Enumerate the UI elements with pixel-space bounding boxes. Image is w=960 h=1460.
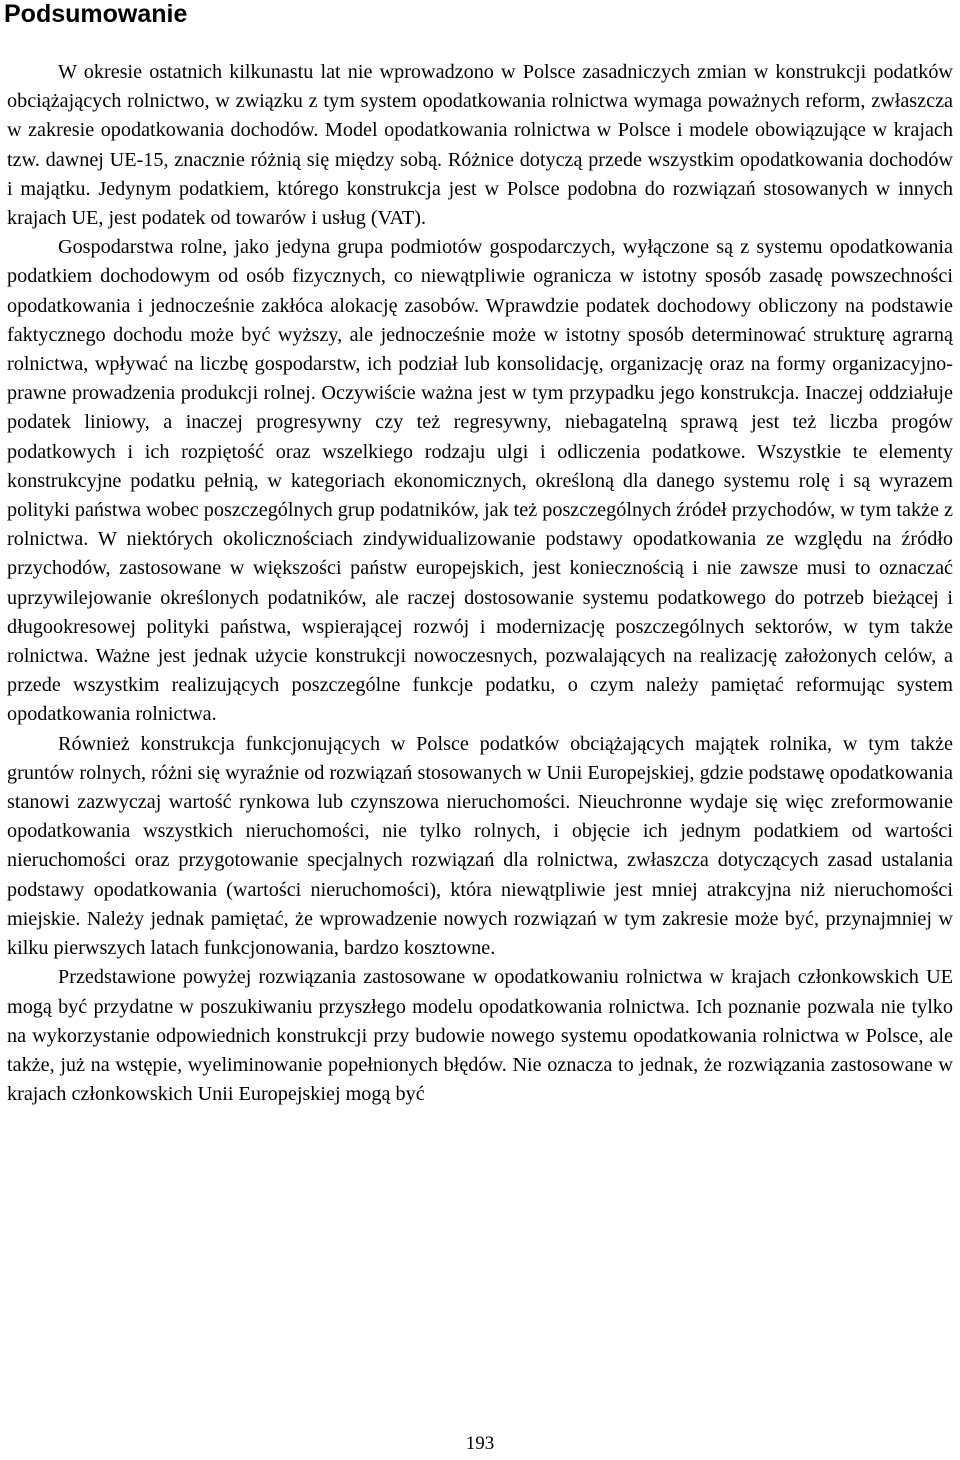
page-title: Podsumowanie — [4, 0, 188, 28]
paragraph-2: Gospodarstwa rolne, jako jedyna grupa podmiotów gospodarczych, wyłączone są z systemu opodatkowania podatkiem dochodowym od osób fizycznych, co niewątpliwie ogranicza w istotny sposób zasadę powszechności opodatkowania i jednocześnie zakłóca alokację zasobów. Wprawdzie podatek dochodowy obliczony na podstawie faktycznego dochodu może być wyższy, ale jednocześnie może w istotny sposób determinować strukturę agrarną rolnictwa, wpływać na liczbę gospodarstw, ich podział lub konsolidację, organizację oraz na formy organizacyjno-prawne prowadzenia produkcji rolnej. Oczywiście ważna jest w tym przypadku jego konstrukcja. Inaczej oddziałuje podatek liniowy, a inaczej progresywny czy też regresywny, niebagatelną sprawą jest też liczba progów podatkowych i ich rozpiętość oraz wszelkiego rodzaju ulgi i odliczenia podatkowe. Wszystkie te elementy konstrukcyjne podatku pełnią, w kategoriach ekonomicznych, określoną dla danego systemu rolę i są wyrazem polityki państwa wobec poszczególnych grup podatników, jak też poszczególnych źródeł przychodów, w tym także z rolnictwa. W niektórych okolicznościach zindywidualizowanie podstawy opodatkowania ze względu na źródło przychodów, zastosowane w większości państw europejskich, jest koniecznością i nie zawsze musi to oznaczać uprzywilejowanie określonych podatników, ale raczej dostosowanie systemu podatkowego do potrzeb bieżącej i długookresowej polityki państwa, wspierającej rozwój i modernizację poszczególnych sektorów, w tym także rolnictwa. Ważne jest jednak użycie konstrukcji nowoczesnych, pozwalających na realizację założonych celów, a przede wszystkim realizujących poszczególne funkcje podatku, o czym należy pamiętać reformując system opodatkowania rolnictwa. — [7, 236, 953, 726]
paragraph-3: Również konstrukcja funkcjonujących w Polsce podatków obciążających majątek rolnika, w tym także gruntów rolnych, różni się wyraźnie od rozwiązań stosowanych w Unii Europejskiej, gdzie podstawę opodatkowania stanowi zazwyczaj wartość rynkowa lub czynszowa nieruchomości. Nieuchronne wydaje się więc zreformowanie opodatkowania wszystkich nieruchomości, nie tylko rolnych, i objęcie ich jednym podatkiem od wartości nieruchomości oraz przygotowanie specjalnych rozwiązań dla rolnictwa, zwłaszcza dotyczących zasad ustalania podstawy opodatkowania (wartości nieruchomości), która niewątpliwie jest mniej atrakcyjna niż nieruchomości miejskie. Należy jednak pamiętać, że wprowadzenie nowych rozwiązań w tym zakresie może być, przynajmniej w kilku pierwszych latach funkcjonowania, bardzo kosztowne. — [7, 732, 953, 960]
body-text — [7, 58, 953, 1109]
paragraph-1: W okresie ostatnich kilkunastu lat nie wprowadzono w Polsce zasadniczych zmian w konstrukcji podatków obciążających rolnictwo, w związku z tym system opodatkowania rolnictwa wymaga poważnych reform, zwłaszcza w zakresie opodatkowania dochodów. Model opodatkowania rolnictwa w Polsce i modele obowiązujące w krajach tzw. dawnej UE-15, znacznie różnią się między sobą. Różnice dotyczą przede wszystkim opodatkowania dochodów i majątku. Jedynym podatkiem, którego konstrukcja jest w Polsce podobna do rozwiązań stosowanych w innych krajach UE, jest podatek od towarów i usług (VAT). — [7, 61, 953, 230]
page-number: 193 — [465, 1433, 495, 1454]
paragraph-4: Przedstawione powyżej rozwiązania zastosowane w opodatkowaniu rolnictwa w krajach członkowskich UE mogą być przydatne w poszukiwaniu przyszłego modelu opodatkowania rolnictwa. Ich poznanie pozwala nie tylko na wykorzystanie odpowiednich konstrukcji przy budowie nowego systemu opodatkowania rolnictwa w Polsce, ale także, już na wstępie, wyeliminowanie popełnionych błędów. Nie oznacza to jednak, że rozwiązania zastosowane w krajach członkowskich Unii Europejskiej mogą być — [7, 966, 953, 1106]
